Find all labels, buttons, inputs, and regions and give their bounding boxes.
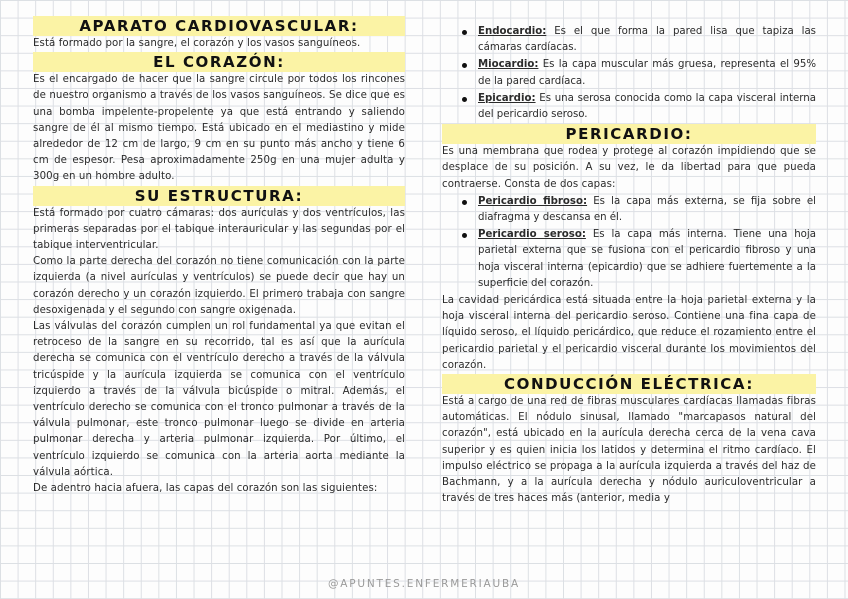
- list-item: [442, 91, 816, 123]
- estructura-paragraph-1: Está formado por cuatro cámaras: dos aurículas y dos ventrículos, las primeras separadas por el tabique interauricular y las segundas por el tabique interventricular.: [33, 207, 405, 252]
- list-item: [442, 57, 816, 89]
- list-item: [442, 194, 816, 226]
- bullet-icon: [462, 200, 467, 205]
- heading-conduccion: CONDUCCIÓN ELÉCTRICA:: [442, 374, 816, 394]
- term-label: Endocardio:: [478, 26, 547, 37]
- list-item: [442, 227, 816, 292]
- corazon-paragraph: Es el encargado de hacer que la sangre circule por todos los rincones de nuestro organismo a través de los vasos sanguíneos. Se dice que es una bomba impelente-propelente ya que está entrando y saliendo sangre de él al mismo tiempo. Está ubicado en el mediastino y mide alrededor de 12 cm de largo, 9 cm en su punto más ancho y tiene 6 cm de espesor. Pesa aproximadamente 250g en una mujer adulta y 300g en un hombre adulto.: [33, 74, 405, 183]
- term-label: Pericardio seroso:: [478, 229, 586, 241]
- heading-aparato: APARATO CARDIOVASCULAR:: [33, 16, 405, 36]
- term-description: Es la capa muscular más gruesa, representa el 95% de la pared cardíaca.: [478, 59, 816, 87]
- term-label: Miocardio:: [478, 59, 539, 71]
- watermark-handle: @APUNTES.ENFERMERIAUBA: [327, 578, 520, 590]
- heading-corazon: EL CORAZÓN:: [33, 52, 405, 72]
- bullet-icon: [462, 233, 467, 238]
- bullet-icon: [462, 63, 467, 68]
- estructura-paragraph-3: Las válvulas del corazón cumplen un rol fundamental ya que evitan el retroceso de la sangre en su recorrido, tal es así que la aurícula derecha se comunica con el ventrículo derecho a través de la válvula tricúspide y la aurícula izquierda se comunica con el ventrículo izquierdo a través de la válvula bicúspide o mitral. Además, el ventrículo derecho se comunica con el tronco pulmonar a través de la válvula pulmonar, este tronco pulmonar luego se divide en arteria pulmonar derecha y arteria pulmonar izquierda. Por último, el ventrículo izquierdo se comunica con la arteria aorta mediante la válvula aórtica.: [33, 321, 405, 478]
- heading-estructura: SU ESTRUCTURA:: [33, 186, 405, 206]
- left-column: [33, 16, 405, 497]
- bullet-icon: [462, 97, 467, 102]
- pericardio-layers-list: [442, 194, 816, 292]
- estructura-paragraph-2: Como la parte derecha del corazón no tiene comunicación con la parte izquierda (a nivel aurículas y ventrículos) se puede decir que hay un corazón derecho y un corazón izquierdo. El primero trabaja con sangre desoxigenada y el segundo con sangre oxigenada.: [33, 256, 405, 316]
- term-description: Es la capa más externa, se fija sobre el diafragma y descansa en él.: [478, 195, 816, 224]
- term-label: Epicardio:: [478, 92, 536, 104]
- conduccion-paragraph: Está a cargo de una red de fibras musculares cardíacas llamadas fibras automáticas. El nódulo sinusal, llamado "marcapasos natural del corazón", está ubicado en la aurícula derecha cerca de la vena cava superior y es quien inicia los latidos y determina el ritmo cardíaco. El impulso eléctrico se propaga a la aurícula izquierda a través del haz de Bachmann, y a la aurícula derecha y nódulo auriculoventricular a través de tres haces más (anterior, media y: [442, 396, 816, 505]
- heading-pericardio: PERICARDIO:: [442, 124, 816, 144]
- cavidad-paragraph: La cavidad pericárdica está situada entre la hoja parietal externa y la hoja visceral interna del pericardio seroso. Contiene una fina capa de líquido seroso, el líquido pericárdico, que reduce el rozamiento entre el pericardio parietal y el pericardio visceral durante los movimientos del corazón.: [442, 295, 816, 371]
- term-description: Es la capa más interna. Tiene una hoja parietal externa que se fusiona con el pericardio fibroso y una hoja visceral interna (epicardio) que se adhiere fuertemente a la superficie del corazón.: [478, 229, 816, 289]
- intro-paragraph: Está formado por la sangre, el corazón y los vasos sanguíneos.: [33, 38, 361, 49]
- term-description: Es el que forma la pared lisa que tapiza las cámaras cardíacas.: [478, 26, 816, 54]
- heart-layers-list: [442, 24, 816, 123]
- list-item: [442, 24, 816, 56]
- pericardio-paragraph: Es una membrana que rodea y protege al corazón impidiendo que se desplace de su posición. A su vez, le da libertad para que pueda contraerse. Consta de dos capas:: [442, 146, 816, 190]
- bullet-icon: [462, 30, 467, 35]
- term-description: Es una serosa conocida como la capa visceral interna del pericardio seroso.: [478, 92, 816, 121]
- estructura-paragraph-4: De adentro hacia afuera, las capas del corazón son las siguientes:: [33, 483, 378, 495]
- right-column: [442, 16, 816, 507]
- term-label: Pericardio fibroso:: [478, 195, 588, 207]
